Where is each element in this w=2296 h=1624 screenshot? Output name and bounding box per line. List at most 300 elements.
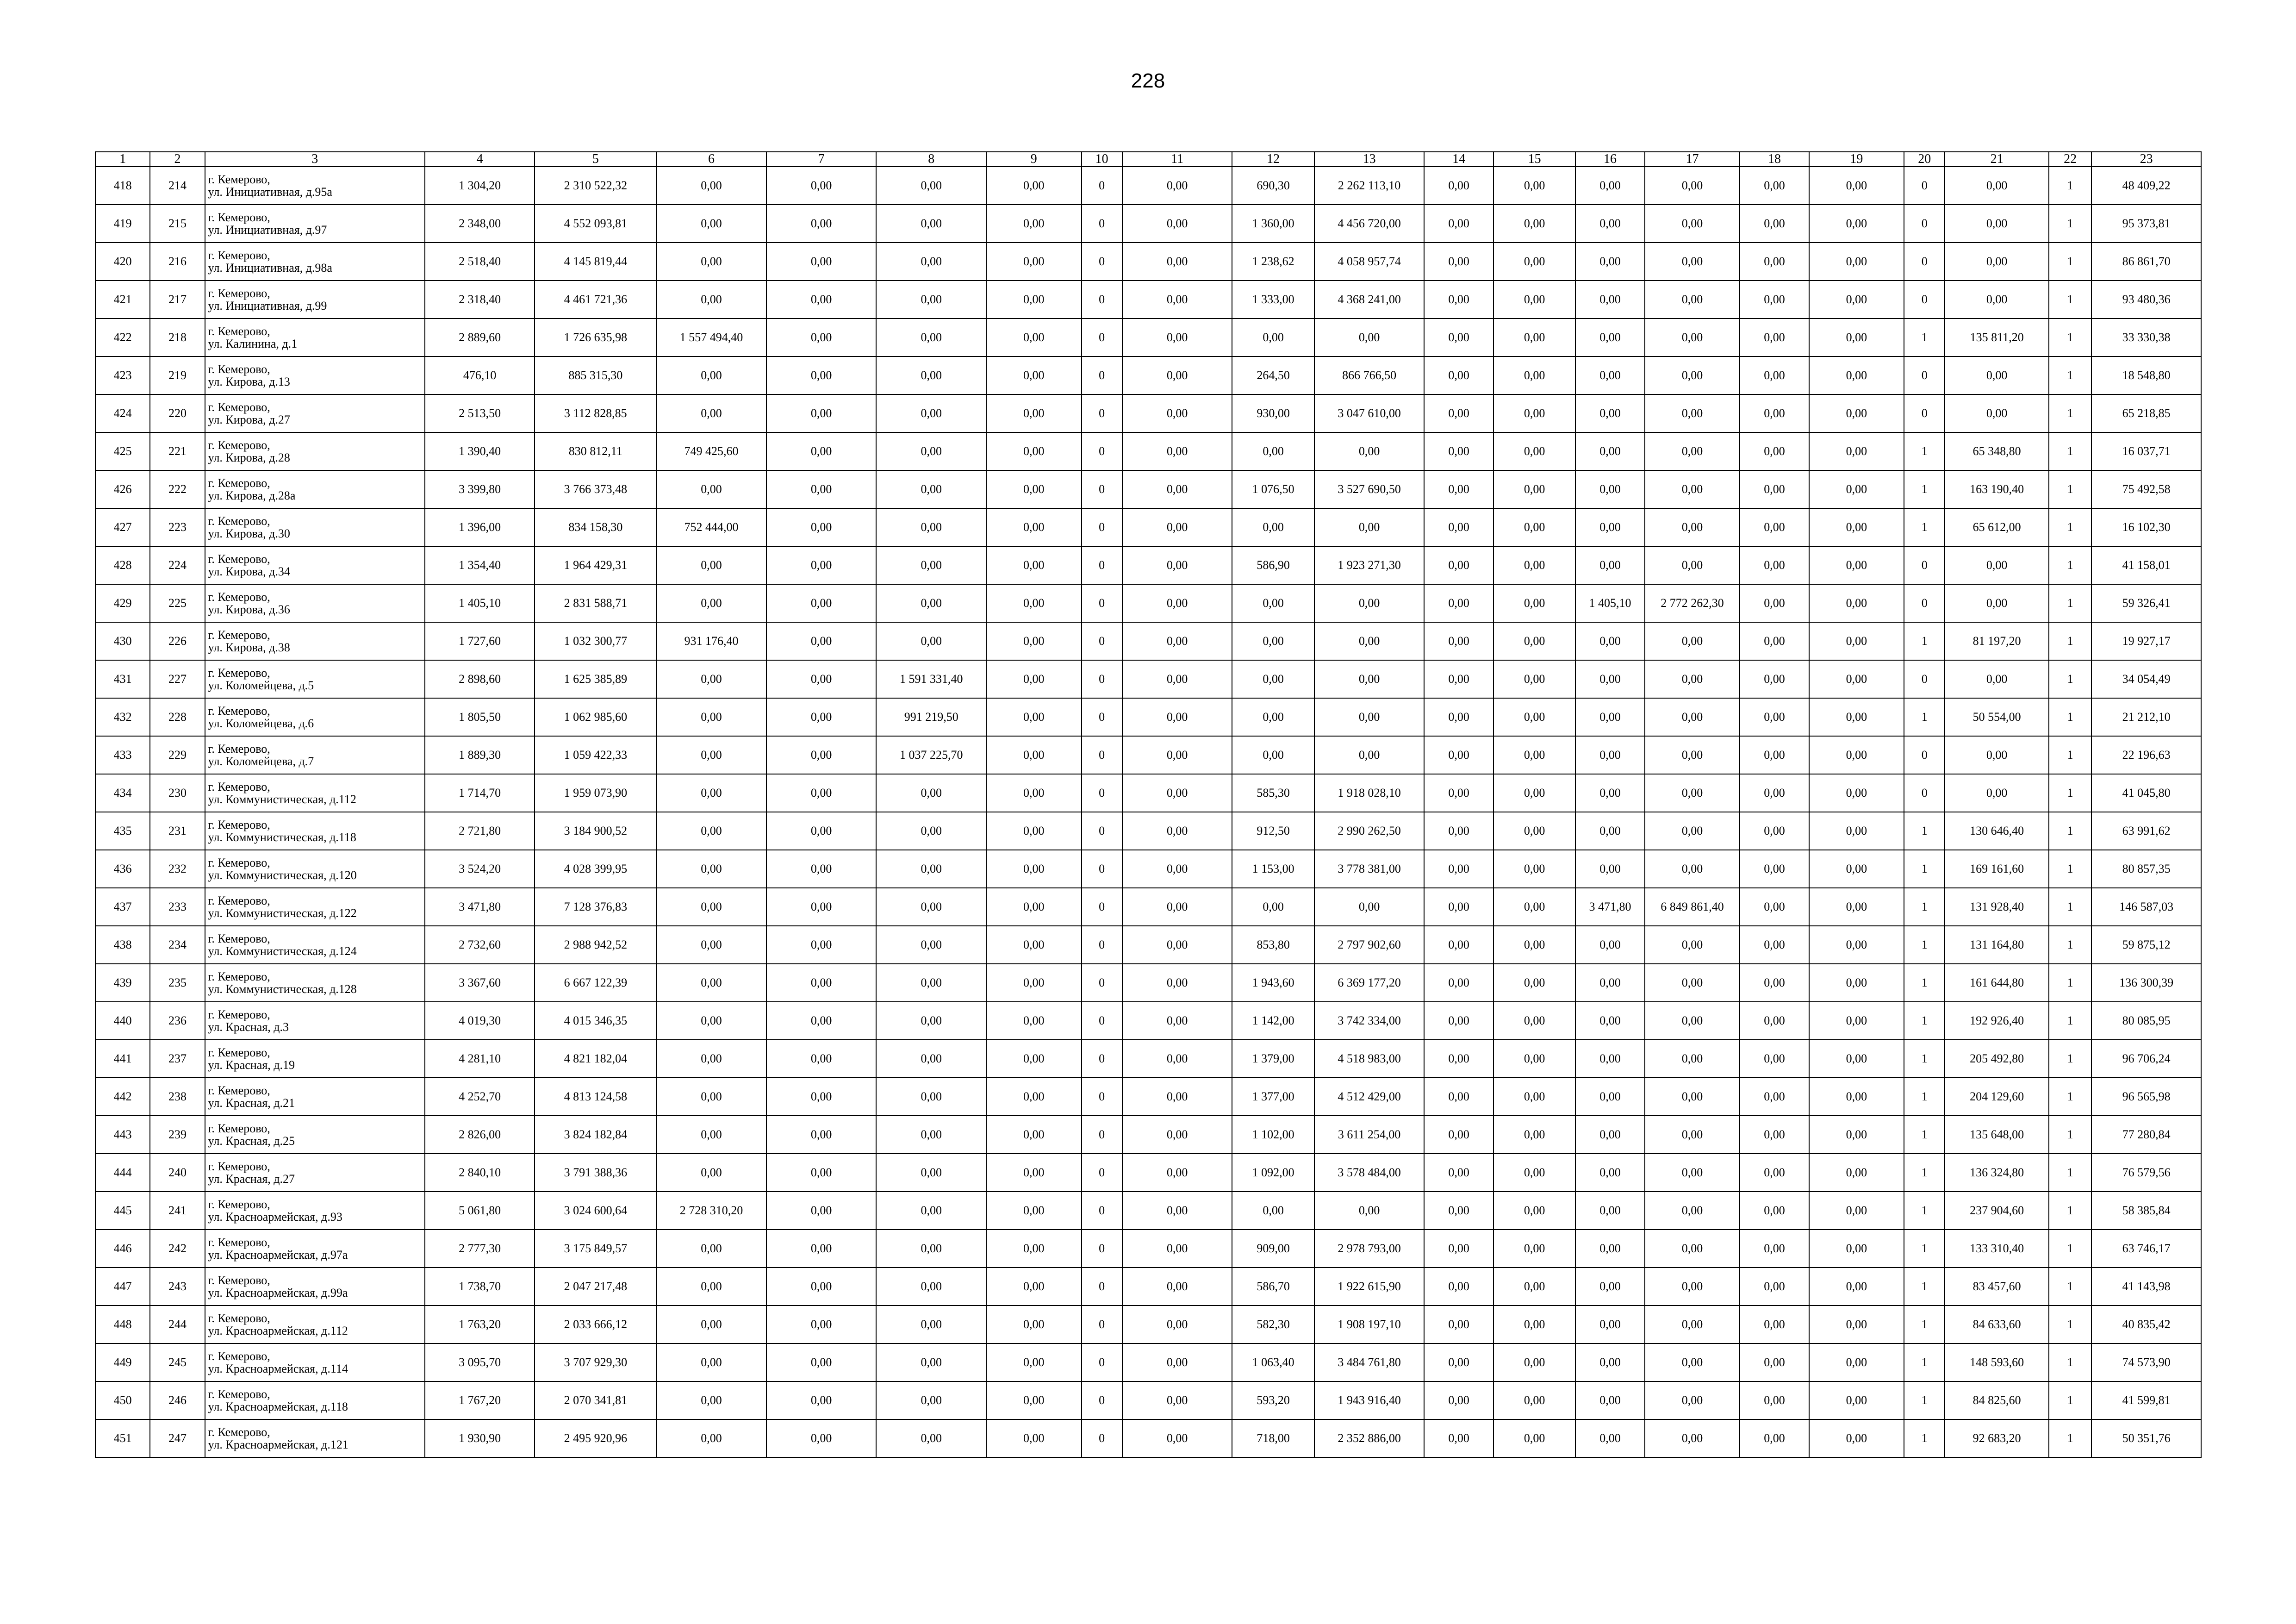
table-cell: 0,00	[1740, 1419, 1809, 1457]
table-cell: 235	[150, 964, 205, 1002]
table-cell: 0,00	[1424, 698, 1493, 736]
address-street: ул. Красноармейская, д.118	[208, 1400, 348, 1413]
table-cell: 0,00	[876, 319, 986, 356]
table-cell: 0,00	[986, 1154, 1082, 1192]
table-cell: 215	[150, 205, 205, 243]
table-cell: 1 591 331,40	[876, 660, 986, 698]
table-cell: 0,00	[1493, 926, 1575, 964]
table-cell: 4 461 721,36	[535, 281, 656, 319]
table-cell: 0,00	[1493, 736, 1575, 774]
column-header: 2	[150, 152, 205, 167]
table-cell: 3 578 484,00	[1314, 1154, 1425, 1192]
table-cell: 48 409,22	[2091, 167, 2201, 205]
table-cell: 853,80	[1232, 926, 1314, 964]
table-cell: 0,00	[656, 281, 766, 319]
table-cell: 0,00	[876, 584, 986, 622]
address-city: г. Кемерово,	[208, 931, 270, 945]
table-cell: 80 085,95	[2091, 1002, 2201, 1040]
table-cell: 0,00	[1809, 470, 1904, 508]
table-cell: 439	[95, 964, 150, 1002]
table-cell: 1 943 916,40	[1314, 1381, 1425, 1419]
column-number-row	[95, 152, 2201, 167]
table-cell: 219	[150, 356, 205, 394]
table-cell: 220	[150, 394, 205, 432]
table-cell: 18 548,80	[2091, 356, 2201, 394]
table-cell: 0,00	[1493, 205, 1575, 243]
table-cell: 0,00	[1645, 622, 1740, 660]
table-cell: 0,00	[1809, 1078, 1904, 1116]
table-cell: 0,00	[766, 888, 877, 926]
table-cell: 0,00	[986, 1116, 1082, 1154]
table-cell: 0,00	[876, 205, 986, 243]
table-cell: 1	[2049, 1192, 2091, 1230]
table-cell: 0,00	[656, 888, 766, 926]
table-cell: 0,00	[1575, 926, 1644, 964]
column-header: 22	[2049, 152, 2091, 167]
table-cell: 240	[150, 1154, 205, 1192]
address-cell	[205, 319, 425, 356]
table-cell: 0,00	[1122, 1154, 1232, 1192]
column-header: 8	[876, 152, 986, 167]
table-cell: 1	[2049, 888, 2091, 926]
table-cell: 0,00	[1645, 1343, 1740, 1381]
table-cell: 0,00	[1645, 319, 1740, 356]
table-cell: 0,00	[986, 584, 1082, 622]
table-cell: 2 732,60	[425, 926, 535, 964]
table-cell: 0,00	[766, 319, 877, 356]
table-cell: 0,00	[656, 698, 766, 736]
table-cell: 50 554,00	[1945, 698, 2049, 736]
address-cell	[205, 356, 425, 394]
table-cell: 230	[150, 774, 205, 812]
table-cell: 0,00	[1809, 622, 1904, 660]
table-cell: 2 310 522,32	[535, 167, 656, 205]
table-cell: 0,00	[876, 1419, 986, 1457]
table-cell: 1	[1904, 319, 1945, 356]
table-cell: 1	[2049, 1078, 2091, 1116]
table-cell: 1 390,40	[425, 432, 535, 470]
table-cell: 0,00	[1645, 812, 1740, 850]
table-cell: 0,00	[1575, 1154, 1644, 1192]
table-cell: 446	[95, 1230, 150, 1268]
table-cell: 0	[1904, 660, 1945, 698]
table-cell: 1 930,90	[425, 1419, 535, 1457]
table-row	[95, 1078, 2201, 1116]
table-cell: 0,00	[1424, 584, 1493, 622]
table-cell: 0,00	[1493, 508, 1575, 546]
table-cell: 0,00	[1493, 1268, 1575, 1305]
table-cell: 0,00	[1575, 964, 1644, 1002]
table-cell: 0,00	[1645, 1381, 1740, 1419]
table-cell: 4 512 429,00	[1314, 1078, 1425, 1116]
table-cell: 0,00	[1809, 774, 1904, 812]
table-cell: 0,00	[766, 508, 877, 546]
address-street: ул. Кирова, д.38	[208, 641, 290, 654]
table-row	[95, 1230, 2201, 1268]
table-cell: 0,00	[1740, 850, 1809, 888]
table-cell: 0	[1082, 1192, 1122, 1230]
table-cell: 0,00	[1575, 167, 1644, 205]
table-cell: 1	[2049, 1230, 2091, 1268]
table-row	[95, 1154, 2201, 1192]
address-city: г. Кемерово,	[208, 362, 270, 376]
table-cell: 0,00	[1493, 1116, 1575, 1154]
table-cell: 0,00	[986, 774, 1082, 812]
table-cell: 444	[95, 1154, 150, 1192]
table-cell: 0,00	[1122, 546, 1232, 584]
table-cell: 0,00	[766, 1078, 877, 1116]
table-cell: 0,00	[766, 356, 877, 394]
table-cell: 0,00	[1740, 1343, 1809, 1381]
table-row	[95, 319, 2201, 356]
table-cell: 0,00	[986, 167, 1082, 205]
address-street: ул. Коломейцева, д.5	[208, 679, 314, 692]
table-cell: 866 766,50	[1314, 356, 1425, 394]
table-cell: 3 471,80	[425, 888, 535, 926]
table-cell: 0,00	[1809, 1040, 1904, 1078]
table-cell: 2 495 920,96	[535, 1419, 656, 1457]
table-row	[95, 470, 2201, 508]
address-city: г. Кемерово,	[208, 1121, 270, 1135]
table-cell: 0,00	[1424, 470, 1493, 508]
table-cell: 0	[1082, 1419, 1122, 1457]
table-row	[95, 812, 2201, 850]
table-cell: 58 385,84	[2091, 1192, 2201, 1230]
address-cell	[205, 660, 425, 698]
table-cell: 0,00	[986, 926, 1082, 964]
table-cell: 0,00	[1945, 660, 2049, 698]
address-city: г. Кемерово,	[208, 1425, 270, 1439]
table-cell: 450	[95, 1381, 150, 1419]
table-cell: 0,00	[1575, 1116, 1644, 1154]
table-cell: 1	[2049, 508, 2091, 546]
address-cell	[205, 1078, 425, 1116]
table-cell: 0,00	[1575, 1381, 1644, 1419]
table-cell: 214	[150, 167, 205, 205]
table-cell: 435	[95, 812, 150, 850]
table-cell: 0,00	[656, 1002, 766, 1040]
table-cell: 0,00	[1424, 1002, 1493, 1040]
table-cell: 0,00	[766, 660, 877, 698]
table-cell: 3 399,80	[425, 470, 535, 508]
table-cell: 0,00	[1645, 470, 1740, 508]
table-cell: 5 061,80	[425, 1192, 535, 1230]
table-cell: 0,00	[1232, 660, 1314, 698]
table-cell: 0,00	[1740, 508, 1809, 546]
table-cell: 2 840,10	[425, 1154, 535, 1192]
table-cell: 0,00	[876, 964, 986, 1002]
table-row	[95, 1305, 2201, 1343]
table-cell: 1 142,00	[1232, 1002, 1314, 1040]
address-cell	[205, 1116, 425, 1154]
table-cell: 0,00	[1424, 319, 1493, 356]
table-cell: 1	[2049, 1268, 2091, 1305]
table-cell: 0,00	[1232, 584, 1314, 622]
table-cell: 0,00	[656, 546, 766, 584]
table-cell: 0,00	[1575, 243, 1644, 281]
table-cell: 0,00	[1493, 1192, 1575, 1230]
table-cell: 0,00	[1740, 698, 1809, 736]
table-cell: 0,00	[766, 1381, 877, 1419]
table-cell: 1 922 615,90	[1314, 1268, 1425, 1305]
table-cell: 0,00	[986, 736, 1082, 774]
table-cell: 1 396,00	[425, 508, 535, 546]
table-cell: 63 991,62	[2091, 812, 2201, 850]
address-cell	[205, 205, 425, 243]
table-cell: 0	[1082, 584, 1122, 622]
table-cell: 4 015 346,35	[535, 1002, 656, 1040]
table-cell: 749 425,60	[656, 432, 766, 470]
table-cell: 0,00	[766, 1343, 877, 1381]
table-cell: 1	[1904, 1305, 1945, 1343]
table-cell: 0,00	[876, 1040, 986, 1078]
table-cell: 0,00	[766, 964, 877, 1002]
table-cell: 0,00	[1740, 1305, 1809, 1343]
table-cell: 3 791 388,36	[535, 1154, 656, 1192]
address-cell	[205, 698, 425, 736]
table-cell: 0,00	[766, 205, 877, 243]
table-cell: 0,00	[766, 622, 877, 660]
address-city: г. Кемерово,	[208, 1045, 270, 1059]
address-cell	[205, 812, 425, 850]
table-cell: 92 683,20	[1945, 1419, 2049, 1457]
table-cell: 1	[1904, 470, 1945, 508]
table-cell: 0,00	[1122, 470, 1232, 508]
table-cell: 221	[150, 432, 205, 470]
address-city: г. Кемерово,	[208, 856, 270, 869]
address-street: ул. Кирова, д.28а	[208, 489, 296, 502]
table-cell: 216	[150, 243, 205, 281]
table-cell: 0,00	[766, 1002, 877, 1040]
address-cell	[205, 584, 425, 622]
table-cell: 0,00	[1945, 546, 2049, 584]
table-cell: 0	[1082, 508, 1122, 546]
table-cell: 3 766 373,48	[535, 470, 656, 508]
table-cell: 445	[95, 1192, 150, 1230]
table-cell: 991 219,50	[876, 698, 986, 736]
table-cell: 0,00	[1314, 432, 1425, 470]
table-cell: 0	[1082, 1343, 1122, 1381]
table-row	[95, 1343, 2201, 1381]
table-cell: 2 047 217,48	[535, 1268, 656, 1305]
address-street: ул. Кирова, д.30	[208, 527, 290, 540]
table-cell: 95 373,81	[2091, 205, 2201, 243]
table-cell: 0,00	[1122, 1230, 1232, 1268]
table-cell: 2 518,40	[425, 243, 535, 281]
table-cell: 0,00	[1493, 1040, 1575, 1078]
table-cell: 0,00	[1424, 1040, 1493, 1078]
table-cell: 593,20	[1232, 1381, 1314, 1419]
table-cell: 3 611 254,00	[1314, 1116, 1425, 1154]
address-city: г. Кемерово,	[208, 969, 270, 983]
table-cell: 2 898,60	[425, 660, 535, 698]
table-cell: 0	[1082, 622, 1122, 660]
table-cell: 0	[1082, 546, 1122, 584]
table-cell: 1 964 429,31	[535, 546, 656, 584]
table-cell: 0,00	[1424, 546, 1493, 584]
table-cell: 0	[1904, 774, 1945, 812]
table-cell: 0,00	[656, 1116, 766, 1154]
address-cell	[205, 964, 425, 1002]
table-cell: 0,00	[1645, 736, 1740, 774]
address-city: г. Кемерово,	[208, 1159, 270, 1173]
table-cell: 0,00	[1645, 850, 1740, 888]
table-cell: 0,00	[1493, 1419, 1575, 1457]
address-street: ул. Коммунистическая, д.118	[208, 831, 356, 844]
table-cell: 0,00	[1575, 736, 1644, 774]
table-cell: 0,00	[1809, 1381, 1904, 1419]
table-cell: 227	[150, 660, 205, 698]
table-cell: 0,00	[1314, 736, 1425, 774]
table-cell: 441	[95, 1040, 150, 1078]
table-cell: 2 352 886,00	[1314, 1419, 1425, 1457]
table-cell: 436	[95, 850, 150, 888]
table-cell: 433	[95, 736, 150, 774]
table-cell: 0,00	[1424, 281, 1493, 319]
table-cell: 222	[150, 470, 205, 508]
address-cell	[205, 167, 425, 205]
column-header: 21	[1945, 152, 2049, 167]
table-cell: 0,00	[1424, 812, 1493, 850]
table-cell: 0	[1082, 1078, 1122, 1116]
table-cell: 0,00	[876, 470, 986, 508]
table-cell: 0,00	[1424, 1116, 1493, 1154]
table-cell: 1	[2049, 584, 2091, 622]
table-row	[95, 394, 2201, 432]
table-cell: 0,00	[876, 546, 986, 584]
table-cell: 1 738,70	[425, 1268, 535, 1305]
table-cell: 0,00	[1809, 394, 1904, 432]
address-city: г. Кемерово,	[208, 893, 270, 907]
table-cell: 0,00	[1493, 1305, 1575, 1343]
address-city: г. Кемерово,	[208, 628, 270, 642]
table-cell: 0,00	[1645, 926, 1740, 964]
table-cell: 21 212,10	[2091, 698, 2201, 736]
table-cell: 217	[150, 281, 205, 319]
table-row	[95, 1002, 2201, 1040]
table-cell: 425	[95, 432, 150, 470]
table-cell: 3 484 761,80	[1314, 1343, 1425, 1381]
table-cell: 0,00	[1945, 167, 2049, 205]
table-cell: 96 706,24	[2091, 1040, 2201, 1078]
table-cell: 0,00	[876, 167, 986, 205]
table-cell: 0,00	[1424, 774, 1493, 812]
table-row	[95, 508, 2201, 546]
table-cell: 0,00	[1493, 1154, 1575, 1192]
table-cell: 1	[2049, 356, 2091, 394]
table-cell: 3 112 828,85	[535, 394, 656, 432]
table-cell: 0,00	[876, 1268, 986, 1305]
table-cell: 0,00	[1740, 319, 1809, 356]
table-cell: 0,00	[1232, 888, 1314, 926]
address-city: г. Кемерово,	[208, 286, 270, 300]
table-cell: 0	[1082, 1381, 1122, 1419]
table-cell: 84 825,60	[1945, 1381, 2049, 1419]
table-cell: 0,00	[1424, 1154, 1493, 1192]
address-cell	[205, 888, 425, 926]
table-cell: 0,00	[1493, 774, 1575, 812]
table-cell: 0,00	[1645, 698, 1740, 736]
table-row	[95, 1268, 2201, 1305]
table-cell: 1 557 494,40	[656, 319, 766, 356]
table-cell: 440	[95, 1002, 150, 1040]
table-cell: 428	[95, 546, 150, 584]
column-header: 14	[1424, 152, 1493, 167]
table-cell: 1	[1904, 622, 1945, 660]
table-cell: 0,00	[1645, 1040, 1740, 1078]
table-cell: 1	[1904, 888, 1945, 926]
address-street: ул. Красноармейская, д.114	[208, 1362, 348, 1375]
table-cell: 0,00	[1645, 205, 1740, 243]
table-cell: 59 875,12	[2091, 926, 2201, 964]
table-cell: 41 599,81	[2091, 1381, 2201, 1419]
table-cell: 65 218,85	[2091, 394, 2201, 432]
table-cell: 1 032 300,77	[535, 622, 656, 660]
table-cell: 0,00	[986, 1381, 1082, 1419]
table-cell: 0,00	[1424, 1268, 1493, 1305]
table-cell: 0,00	[656, 1381, 766, 1419]
table-cell: 0,00	[1645, 1230, 1740, 1268]
table-cell: 1	[2049, 432, 2091, 470]
table-cell: 1 625 385,89	[535, 660, 656, 698]
address-city: г. Кемерово,	[208, 248, 270, 262]
table-cell: 1	[2049, 1305, 2091, 1343]
table-cell: 239	[150, 1116, 205, 1154]
table-cell: 0,00	[1122, 1343, 1232, 1381]
table-cell: 434	[95, 774, 150, 812]
address-street: ул. Кирова, д.36	[208, 603, 290, 616]
table-cell: 0,00	[1945, 205, 2049, 243]
table-row	[95, 1381, 2201, 1419]
table-cell: 0,00	[1493, 660, 1575, 698]
table-cell: 0,00	[1493, 1381, 1575, 1419]
table-cell: 0,00	[1122, 698, 1232, 736]
table-cell: 1 102,00	[1232, 1116, 1314, 1154]
table-cell: 0	[1082, 736, 1122, 774]
table-cell: 0,00	[986, 1305, 1082, 1343]
table-cell: 232	[150, 850, 205, 888]
table-cell: 0,00	[766, 1116, 877, 1154]
table-row	[95, 584, 2201, 622]
table-cell: 237	[150, 1040, 205, 1078]
table-cell: 4 456 720,00	[1314, 205, 1425, 243]
table-cell: 0,00	[1809, 1192, 1904, 1230]
table-cell: 0	[1082, 394, 1122, 432]
column-header: 10	[1082, 152, 1122, 167]
table-cell: 0,00	[1122, 1002, 1232, 1040]
table-cell: 1	[2049, 1154, 2091, 1192]
table-cell: 0,00	[1424, 1192, 1493, 1230]
address-cell	[205, 1192, 425, 1230]
table-cell: 65 612,00	[1945, 508, 2049, 546]
table-row	[95, 243, 2201, 281]
table-cell: 0,00	[876, 1381, 986, 1419]
table-cell: 0,00	[1740, 888, 1809, 926]
table-cell: 0,00	[1809, 1268, 1904, 1305]
table-cell: 0,00	[1740, 660, 1809, 698]
table-cell: 0,00	[1809, 926, 1904, 964]
table-cell: 0,00	[1740, 926, 1809, 964]
address-street: ул. Инициативная, д.95а	[208, 185, 332, 199]
table-cell: 4 552 093,81	[535, 205, 656, 243]
table-cell: 0,00	[986, 698, 1082, 736]
table-cell: 1	[1904, 1192, 1945, 1230]
table-cell: 76 579,56	[2091, 1154, 2201, 1192]
table-cell: 0,00	[1122, 774, 1232, 812]
table-cell: 169 161,60	[1945, 850, 2049, 888]
table-cell: 0,00	[1809, 546, 1904, 584]
table-cell: 418	[95, 167, 150, 205]
